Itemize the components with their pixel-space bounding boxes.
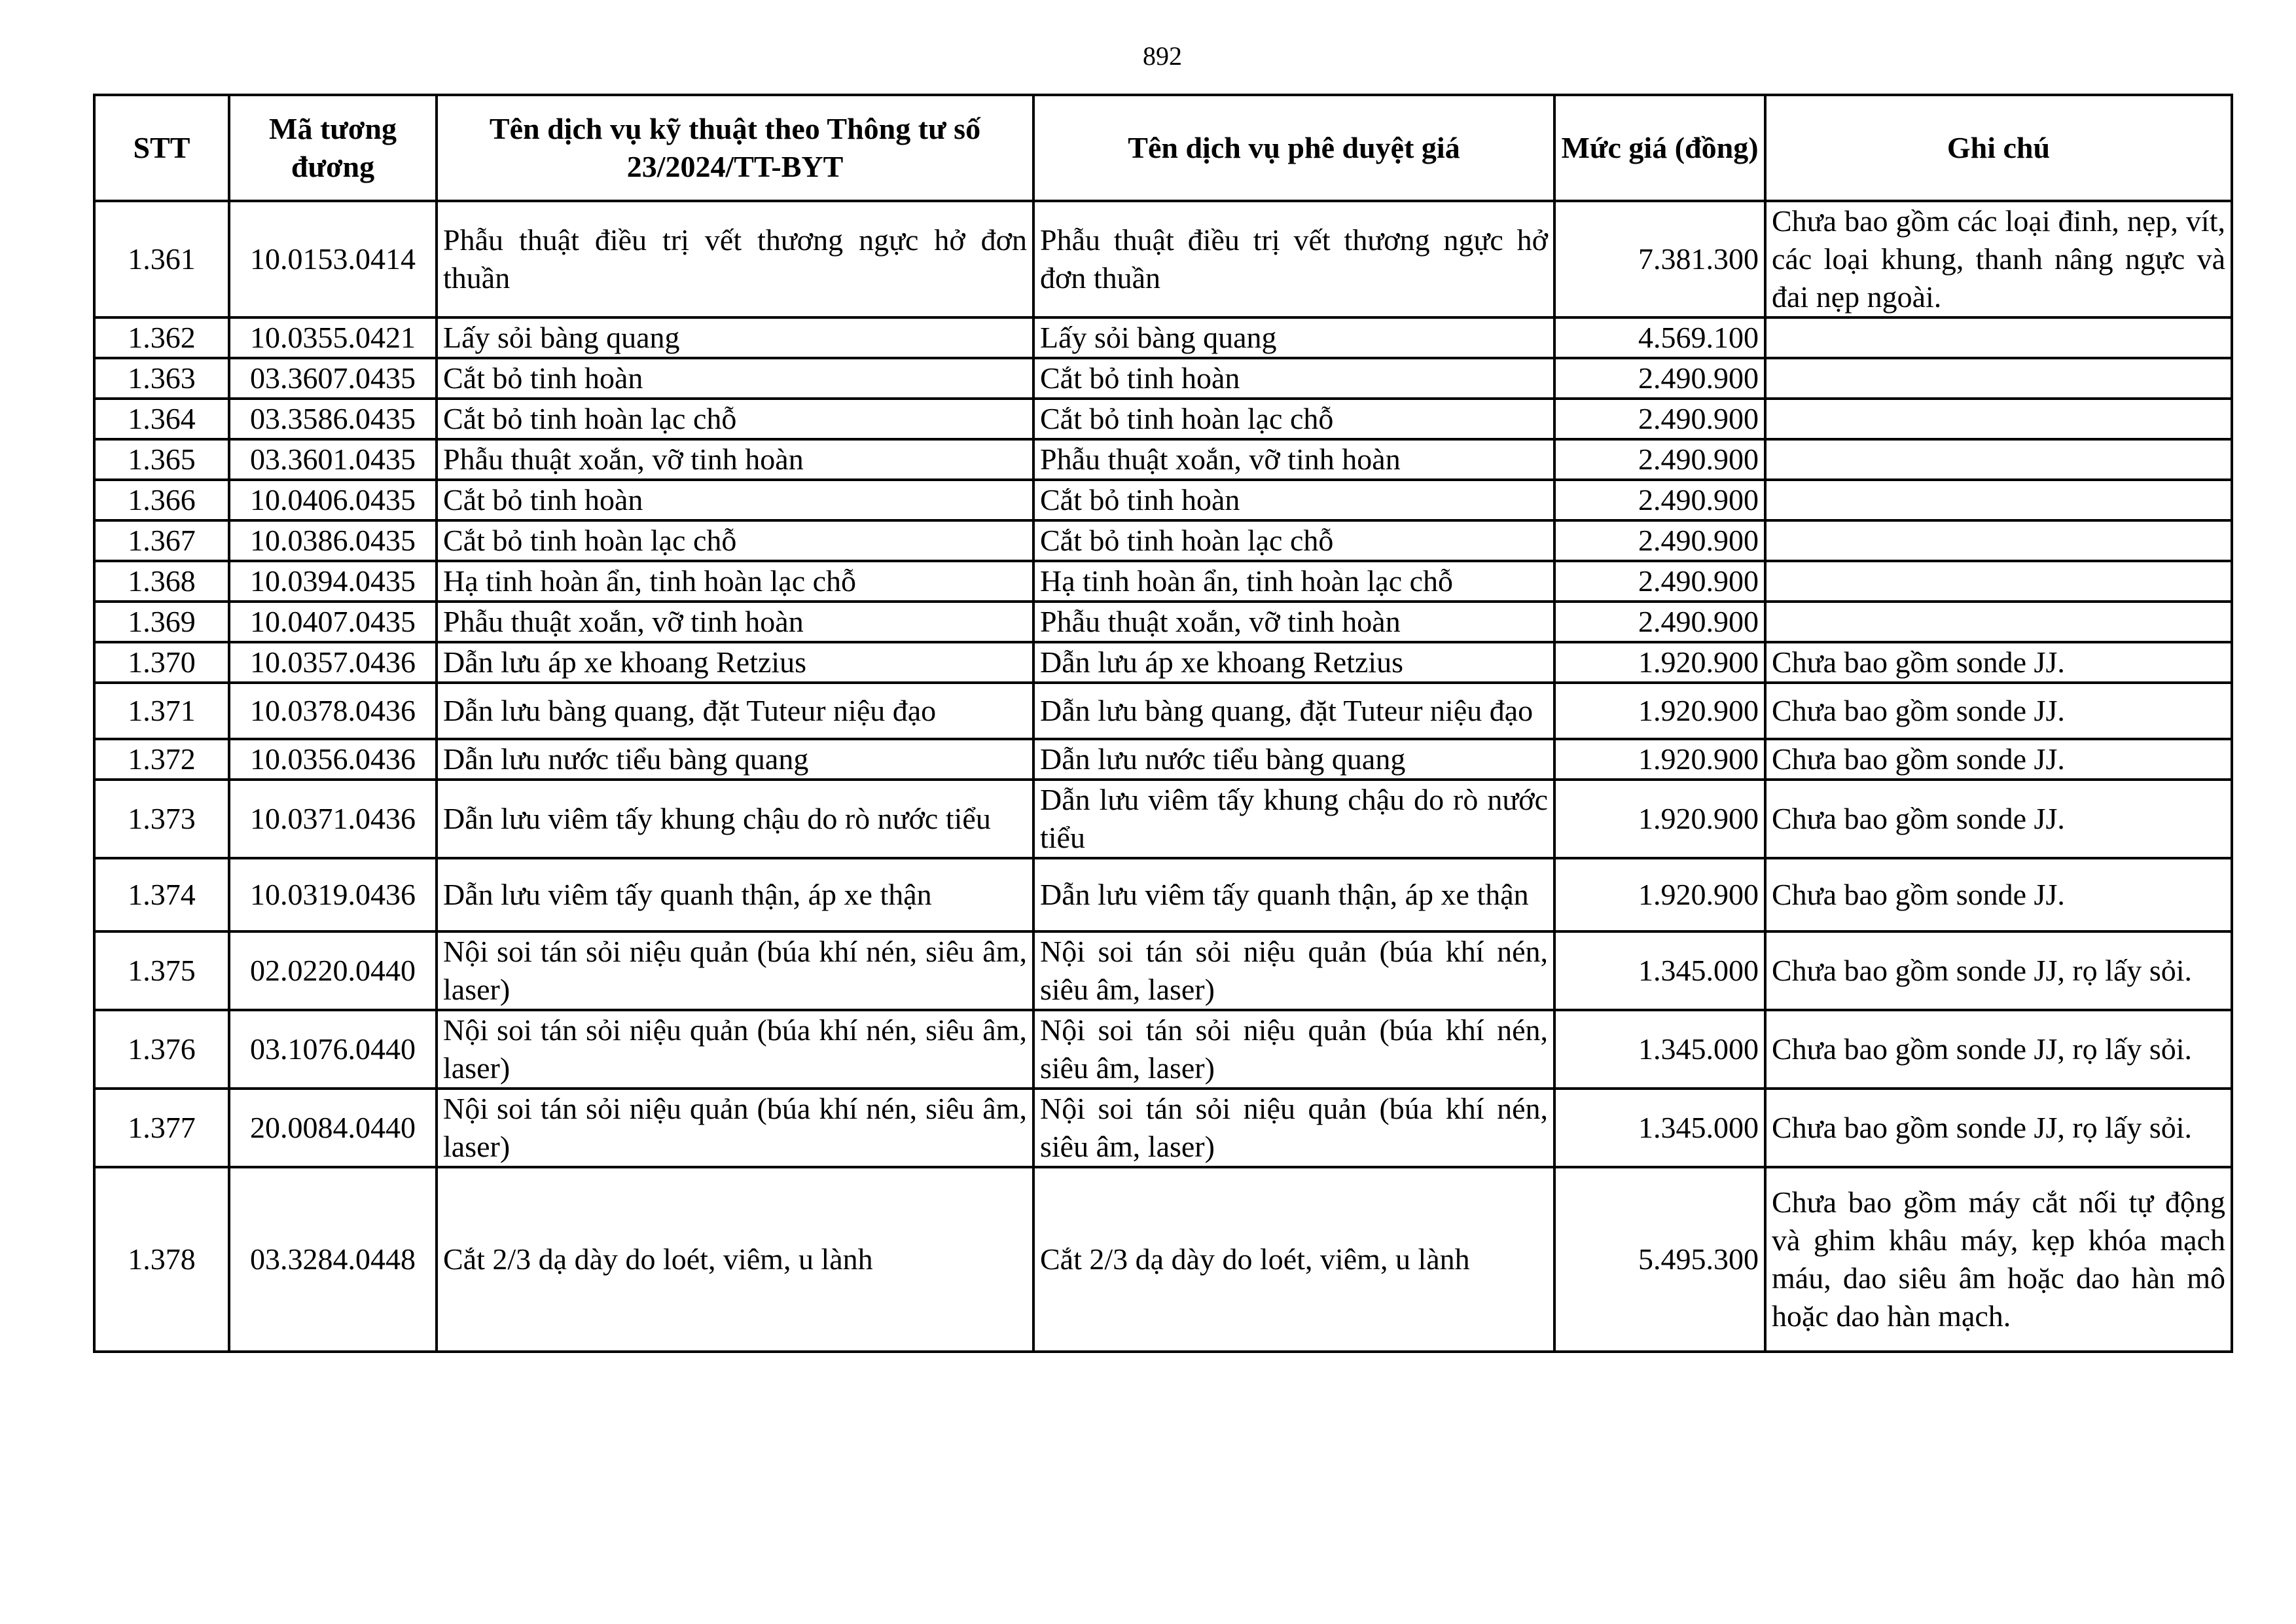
cell-code: 20.0084.0440 — [229, 1089, 437, 1167]
cell-service-name: Dẫn lưu áp xe khoang Retzius — [437, 642, 1033, 683]
cell-code: 03.3586.0435 — [229, 399, 437, 439]
header-code: Mã tương đương — [229, 95, 437, 201]
cell-stt: 1.369 — [94, 602, 229, 642]
cell-note: Chưa bao gồm sonde JJ. — [1765, 642, 2232, 683]
cell-service-name: Dẫn lưu nước tiểu bàng quang — [437, 739, 1033, 780]
cell-service-name: Cắt bỏ tinh hoàn lạc chỗ — [437, 399, 1033, 439]
cell-approved-name: Cắt bỏ tinh hoàn lạc chỗ — [1033, 399, 1554, 439]
cell-stt: 1.365 — [94, 439, 229, 480]
header-stt: STT — [94, 95, 229, 201]
table-row — [94, 780, 2232, 858]
cell-price: 2.490.900 — [1554, 358, 1765, 399]
cell-stt: 1.368 — [94, 561, 229, 602]
cell-code: 10.0356.0436 — [229, 739, 437, 780]
cell-code: 03.1076.0440 — [229, 1010, 437, 1089]
table-body — [94, 201, 2232, 1352]
cell-approved-name: Dẫn lưu viêm tấy khung chậu do rò nước tiểu — [1033, 780, 1554, 858]
cell-code: 10.0406.0435 — [229, 480, 437, 520]
cell-note: Chưa bao gồm sonde JJ. — [1765, 780, 2232, 858]
cell-stt: 1.377 — [94, 1089, 229, 1167]
cell-code: 10.0394.0435 — [229, 561, 437, 602]
table-row — [94, 931, 2232, 1010]
cell-code: 02.0220.0440 — [229, 931, 437, 1010]
cell-price: 2.490.900 — [1554, 561, 1765, 602]
table-row — [94, 1089, 2232, 1167]
cell-approved-name: Cắt 2/3 dạ dày do loét, viêm, u lành — [1033, 1167, 1554, 1352]
table-row — [94, 642, 2232, 683]
cell-approved-name: Dẫn lưu áp xe khoang Retzius — [1033, 642, 1554, 683]
cell-stt: 1.366 — [94, 480, 229, 520]
cell-code: 10.0319.0436 — [229, 858, 437, 931]
price-table — [93, 94, 2233, 1353]
cell-price: 1.920.900 — [1554, 739, 1765, 780]
cell-stt: 1.370 — [94, 642, 229, 683]
cell-note: Chưa bao gồm sonde JJ, rọ lấy sỏi. — [1765, 931, 2232, 1010]
cell-service-name: Cắt 2/3 dạ dày do loét, viêm, u lành — [437, 1167, 1033, 1352]
cell-service-name: Dẫn lưu viêm tấy quanh thận, áp xe thận — [437, 858, 1033, 931]
cell-service-name: Phẫu thuật xoắn, vỡ tinh hoàn — [437, 602, 1033, 642]
cell-stt: 1.364 — [94, 399, 229, 439]
cell-code: 10.0357.0436 — [229, 642, 437, 683]
cell-approved-name: Nội soi tán sỏi niệu quản (búa khí nén, siêu âm, laser) — [1033, 1010, 1554, 1089]
cell-stt: 1.376 — [94, 1010, 229, 1089]
cell-note — [1765, 399, 2232, 439]
cell-stt: 1.361 — [94, 201, 229, 317]
cell-code: 03.3601.0435 — [229, 439, 437, 480]
header-note: Ghi chú — [1765, 95, 2232, 201]
cell-stt: 1.372 — [94, 739, 229, 780]
table-row — [94, 561, 2232, 602]
cell-approved-name: Lấy sỏi bàng quang — [1033, 317, 1554, 358]
cell-approved-name: Hạ tinh hoàn ẩn, tinh hoàn lạc chỗ — [1033, 561, 1554, 602]
cell-price: 4.569.100 — [1554, 317, 1765, 358]
cell-price: 1.345.000 — [1554, 1089, 1765, 1167]
cell-note: Chưa bao gồm sonde JJ. — [1765, 683, 2232, 739]
cell-stt: 1.367 — [94, 520, 229, 561]
table-row — [94, 317, 2232, 358]
table-row — [94, 858, 2232, 931]
cell-note — [1765, 317, 2232, 358]
cell-price: 1.920.900 — [1554, 683, 1765, 739]
cell-approved-name: Dẫn lưu bàng quang, đặt Tuteur niệu đạo — [1033, 683, 1554, 739]
cell-approved-name: Dẫn lưu nước tiểu bàng quang — [1033, 739, 1554, 780]
header-price: Mức giá (đồng) — [1554, 95, 1765, 201]
cell-note: Chưa bao gồm sonde JJ, rọ lấy sỏi. — [1765, 1010, 2232, 1089]
cell-stt: 1.378 — [94, 1167, 229, 1352]
cell-note — [1765, 480, 2232, 520]
cell-code: 03.3607.0435 — [229, 358, 437, 399]
cell-approved-name: Nội soi tán sỏi niệu quản (búa khí nén, siêu âm, laser) — [1033, 931, 1554, 1010]
cell-code: 10.0378.0436 — [229, 683, 437, 739]
cell-price: 1.920.900 — [1554, 642, 1765, 683]
cell-note: Chưa bao gồm các loại đinh, nẹp, vít, các loại khung, thanh nâng ngực và đai nẹp ngoài. — [1765, 201, 2232, 317]
cell-service-name: Nội soi tán sỏi niệu quản (búa khí nén, siêu âm, laser) — [437, 1010, 1033, 1089]
cell-service-name: Phẫu thuật xoắn, vỡ tinh hoàn — [437, 439, 1033, 480]
cell-code: 10.0386.0435 — [229, 520, 437, 561]
cell-note — [1765, 561, 2232, 602]
cell-note: Chưa bao gồm máy cắt nối tự động và ghim khâu máy, kẹp khóa mạch máu, dao siêu âm hoặc dao hàn mô hoặc dao hàn mạch. — [1765, 1167, 2232, 1352]
cell-approved-name: Dẫn lưu viêm tấy quanh thận, áp xe thận — [1033, 858, 1554, 931]
cell-note: Chưa bao gồm sonde JJ, rọ lấy sỏi. — [1765, 1089, 2232, 1167]
cell-approved-name: Nội soi tán sỏi niệu quản (búa khí nén, siêu âm, laser) — [1033, 1089, 1554, 1167]
table-row — [94, 1010, 2232, 1089]
cell-approved-name: Cắt bỏ tinh hoàn — [1033, 480, 1554, 520]
cell-service-name: Dẫn lưu viêm tấy khung chậu do rò nước tiểu — [437, 780, 1033, 858]
cell-code: 10.0371.0436 — [229, 780, 437, 858]
cell-stt: 1.375 — [94, 931, 229, 1010]
table-row — [94, 683, 2232, 739]
table-row — [94, 520, 2232, 561]
table-row — [94, 602, 2232, 642]
table-row — [94, 399, 2232, 439]
cell-price: 2.490.900 — [1554, 602, 1765, 642]
cell-code: 10.0355.0421 — [229, 317, 437, 358]
cell-price: 2.490.900 — [1554, 399, 1765, 439]
cell-approved-name: Phẫu thuật xoắn, vỡ tinh hoàn — [1033, 439, 1554, 480]
cell-approved-name: Cắt bỏ tinh hoàn lạc chỗ — [1033, 520, 1554, 561]
cell-code: 10.0153.0414 — [229, 201, 437, 317]
cell-stt: 1.371 — [94, 683, 229, 739]
cell-stt: 1.362 — [94, 317, 229, 358]
cell-service-name: Nội soi tán sỏi niệu quản (búa khí nén, siêu âm, laser) — [437, 931, 1033, 1010]
cell-price: 7.381.300 — [1554, 201, 1765, 317]
cell-price: 1.345.000 — [1554, 931, 1765, 1010]
cell-approved-name: Phẫu thuật xoắn, vỡ tinh hoàn — [1033, 602, 1554, 642]
cell-approved-name: Phẫu thuật điều trị vết thương ngực hở đơn thuần — [1033, 201, 1554, 317]
cell-service-name: Cắt bỏ tinh hoàn — [437, 480, 1033, 520]
cell-service-name: Nội soi tán sỏi niệu quản (búa khí nén, siêu âm, laser) — [437, 1089, 1033, 1167]
cell-service-name: Hạ tinh hoàn ẩn, tinh hoàn lạc chỗ — [437, 561, 1033, 602]
cell-price: 1.920.900 — [1554, 780, 1765, 858]
table-row — [94, 480, 2232, 520]
cell-stt: 1.374 — [94, 858, 229, 931]
table-row — [94, 201, 2232, 317]
table-row — [94, 358, 2232, 399]
cell-stt: 1.363 — [94, 358, 229, 399]
cell-note — [1765, 602, 2232, 642]
cell-price: 1.345.000 — [1554, 1010, 1765, 1089]
cell-service-name: Lấy sỏi bàng quang — [437, 317, 1033, 358]
cell-stt: 1.373 — [94, 780, 229, 858]
cell-approved-name: Cắt bỏ tinh hoàn — [1033, 358, 1554, 399]
cell-code: 03.3284.0448 — [229, 1167, 437, 1352]
table-row — [94, 439, 2232, 480]
cell-service-name: Dẫn lưu bàng quang, đặt Tuteur niệu đạo — [437, 683, 1033, 739]
cell-note — [1765, 358, 2232, 399]
table-header-row — [94, 95, 2232, 201]
cell-price: 2.490.900 — [1554, 439, 1765, 480]
cell-note — [1765, 520, 2232, 561]
cell-code: 10.0407.0435 — [229, 602, 437, 642]
header-service-name: Tên dịch vụ kỹ thuật theo Thông tư số 23/2024/TT-BYT — [437, 95, 1033, 201]
header-approved-name: Tên dịch vụ phê duyệt giá — [1033, 95, 1554, 201]
cell-service-name: Cắt bỏ tinh hoàn — [437, 358, 1033, 399]
table-row — [94, 1167, 2232, 1352]
table-row — [94, 739, 2232, 780]
cell-note: Chưa bao gồm sonde JJ. — [1765, 858, 2232, 931]
cell-note: Chưa bao gồm sonde JJ. — [1765, 739, 2232, 780]
cell-service-name: Phẫu thuật điều trị vết thương ngực hở đơn thuần — [437, 201, 1033, 317]
cell-price: 5.495.300 — [1554, 1167, 1765, 1352]
cell-service-name: Cắt bỏ tinh hoàn lạc chỗ — [437, 520, 1033, 561]
cell-price: 1.920.900 — [1554, 858, 1765, 931]
cell-price: 2.490.900 — [1554, 520, 1765, 561]
page-number: 892 — [1143, 41, 1182, 71]
cell-note — [1765, 439, 2232, 480]
cell-price: 2.490.900 — [1554, 480, 1765, 520]
